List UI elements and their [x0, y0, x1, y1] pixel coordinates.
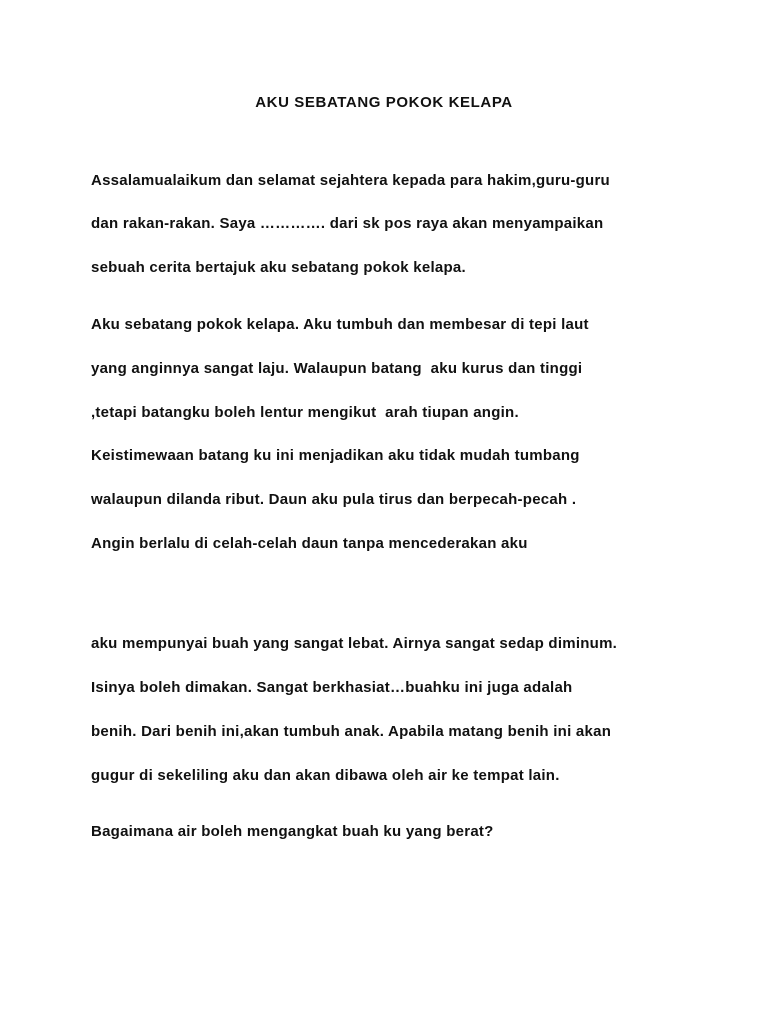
text-line: yang anginnya sangat laju. Walaupun batang aku kurus dan tinggi: [91, 360, 583, 377]
text-line: gugur di sekeliling aku dan akan dibawa oleh air ke tempat lain.: [91, 767, 560, 784]
text-line: dan rakan-rakan. Saya …………. dari sk pos raya akan menyampaikan: [91, 215, 604, 232]
text-line: Bagaimana air boleh mengangkat buah ku yang berat?: [91, 823, 494, 840]
text-line: Keistimewaan batang ku ini menjadikan aku tidak mudah tumbang: [91, 447, 580, 464]
text-line: Aku sebatang pokok kelapa. Aku tumbuh dan membesar di tepi laut: [91, 316, 589, 333]
text-line: Isinya boleh dimakan. Sangat berkhasiat…buahku ini juga adalah: [91, 679, 573, 696]
document-title: AKU SEBATANG POKOK KELAPA: [255, 94, 513, 111]
text-line: Assalamualaikum dan selamat sejahtera kepada para hakim,guru-guru: [91, 172, 610, 189]
text-line: sebuah cerita bertajuk aku sebatang pokok kelapa.: [91, 259, 466, 276]
text-line: Angin berlalu di celah-celah daun tanpa mencederakan aku: [91, 535, 528, 552]
text-line: aku mempunyai buah yang sangat lebat. Airnya sangat sedap diminum.: [91, 635, 618, 652]
text-line: walaupun dilanda ribut. Daun aku pula tirus dan berpecah-pecah .: [91, 491, 577, 508]
text-line: ,tetapi batangku boleh lentur mengikut arah tiupan angin.: [91, 404, 519, 421]
text-line: benih. Dari benih ini,akan tumbuh anak. Apabila matang benih ini akan: [91, 723, 612, 740]
